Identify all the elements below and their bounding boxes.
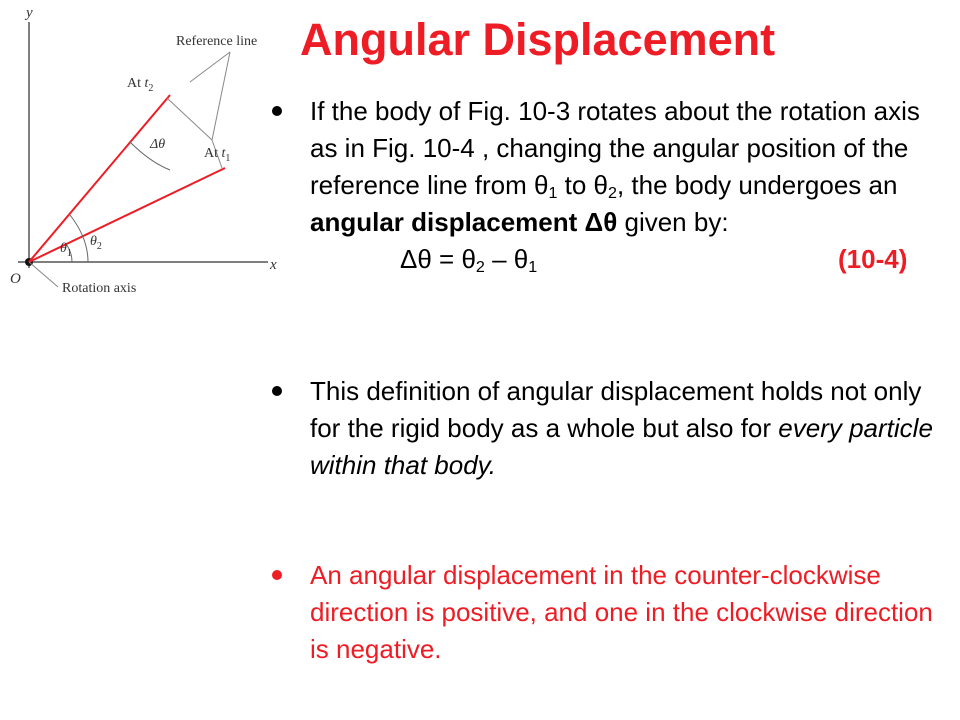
at-t2-label: At $t_2$ (127, 76, 154, 94)
bullet-definition (270, 93, 950, 278)
reference-line-t2 (29, 95, 170, 262)
leader-line (190, 52, 230, 82)
equation-number: (10-4) (838, 244, 908, 274)
bullet-dot-icon (270, 384, 284, 398)
bullet-dot-icon (270, 104, 284, 118)
bullet-sign-convention (270, 557, 950, 668)
equation: $\Delta\theta = \theta_2 - \theta_1$ (10-4) (400, 241, 950, 278)
leader-line (167, 98, 212, 140)
at-t1-label: At $t_1$ (204, 146, 231, 164)
leader-line (212, 52, 230, 140)
rotation-axis-label: Rotation axis (62, 281, 137, 296)
delta-theta-label: Δθ (150, 137, 166, 152)
bullet-every-particle (270, 373, 950, 484)
bullet-text: If the body of Fig. 10-3 rotates about the rotation axis as in Fig. 10-4 , changing the angular position of the reference line from $\theta_1$ to $\theta_2$, the body undergoes an angular displacement Δθ given by: $\Delta\theta = \theta_2 - \theta_1$ (10-4) (310, 93, 950, 278)
slide-title: Angular Displacement (300, 14, 776, 65)
theta2-label: $\theta_2$ (90, 234, 102, 252)
reference-line-t1 (29, 168, 225, 262)
bullet-text: An angular displacement in the counter-clockwise direction is positive, and one in the clockwise direction is negative. (310, 560, 933, 664)
x-axis-label: x (270, 257, 277, 273)
reference-line-label: Reference line (176, 34, 258, 49)
bold-term: angular displacement Δθ (310, 207, 618, 237)
rotation-diagram (0, 0, 300, 310)
origin-label: O (10, 271, 21, 287)
bullet-dot-icon (270, 568, 284, 582)
leader-line (29, 262, 58, 287)
theta1-label: $\theta_1$ (60, 241, 72, 259)
y-axis-label: y (26, 5, 33, 21)
bullet-text: This definition of angular displacement holds not only for the rigid body as a whole but also for every particle within that body. (310, 376, 933, 480)
